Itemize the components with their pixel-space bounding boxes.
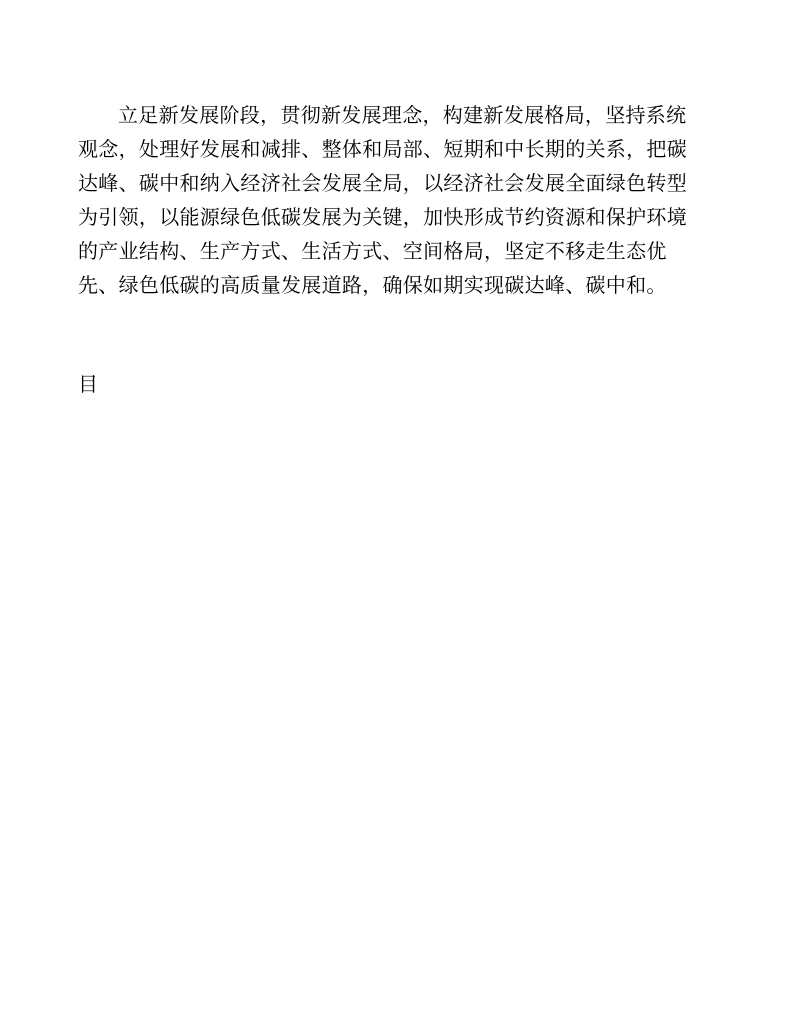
paragraph-line: 为引领，以能源绿色低碳发展为关键，加快形成节约资源和保护环境 xyxy=(78,205,687,229)
paragraph-line: 达峰、碳中和纳入经济社会发展全局，以经济社会发展全面绿色转型 xyxy=(78,171,687,195)
paragraph-line: 观念，处理好发展和减排、整体和局部、短期和中长期的关系，把碳 xyxy=(78,137,687,161)
paragraph-line: 先、绿色低碳的高质量发展道路，确保如期实现碳达峰、碳中和。 xyxy=(78,273,667,297)
section-heading-fragment: 目 xyxy=(78,372,98,396)
paragraph-line: 立足新发展阶段，贯彻新发展理念，构建新发展格局，坚持系统 xyxy=(118,103,687,127)
paragraph-line: 的产业结构、生产方式、生活方式、空间格局，坚定不移走生态优 xyxy=(78,239,667,263)
body-paragraph xyxy=(78,98,708,302)
